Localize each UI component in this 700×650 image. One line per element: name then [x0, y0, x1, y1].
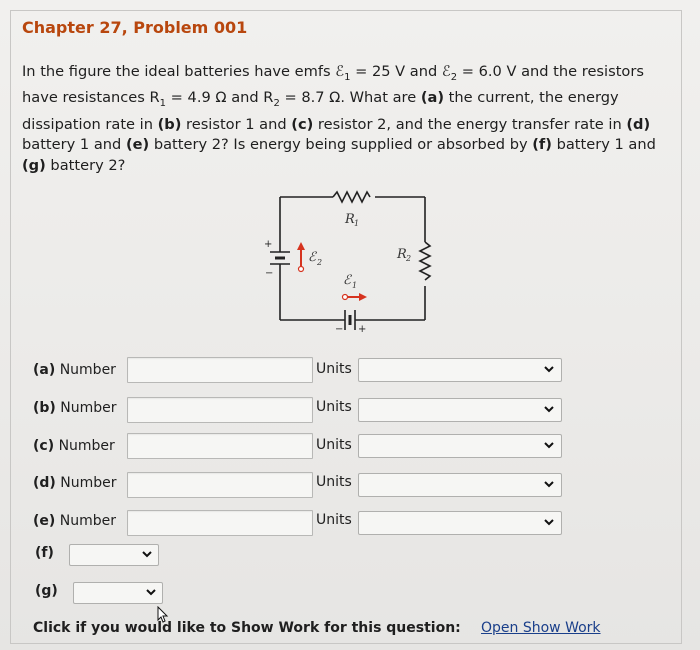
answer-row-d: (d) Number Units [0, 469, 700, 499]
resistor-r1-symbol [333, 192, 370, 202]
number-input-d[interactable] [127, 472, 313, 498]
part-label-e: (e) [33, 513, 56, 529]
battery-1-arrow [343, 293, 368, 301]
battery-2-plus: + [264, 239, 273, 250]
part-label-g: (g) [35, 583, 58, 599]
battery-2-symbol [270, 252, 290, 264]
battery-1-label: ℰ [343, 273, 351, 288]
answer-row-e: (e) Number Units [0, 507, 700, 537]
units-select-b[interactable] [358, 398, 562, 422]
chevron-down-icon [141, 548, 153, 560]
battery-2-sub: 2 [317, 258, 323, 267]
open-show-work-link[interactable]: Open Show Work [481, 620, 601, 636]
part-label-a: (a) [33, 362, 56, 378]
battery-1-symbol [345, 310, 355, 330]
circuit-diagram [255, 180, 455, 340]
units-label-b: Units [316, 399, 352, 415]
chevron-down-icon [543, 403, 555, 415]
number-input-c[interactable] [127, 433, 313, 459]
battery-2-arrow [297, 242, 305, 272]
battery-1-sub: 1 [352, 281, 358, 290]
supplied-absorbed-select-g[interactable] [73, 582, 163, 604]
number-input-a[interactable] [127, 357, 313, 383]
show-work-prompt: Click if you would like to Show Work for this question: [33, 620, 461, 636]
battery-2-label: ℰ [308, 250, 316, 265]
supplied-absorbed-select-f[interactable] [69, 544, 159, 566]
battery-1-minus: − [335, 324, 344, 335]
part-label-d: (d) [33, 475, 56, 491]
chevron-down-icon [145, 586, 157, 598]
question-title: Chapter 27, Problem 001 [22, 18, 248, 37]
units-select-c[interactable] [358, 434, 562, 458]
number-input-e[interactable] [127, 510, 313, 536]
part-label-f: (f) [35, 545, 54, 561]
battery-1-plus: + [358, 324, 367, 335]
units-label-d: Units [316, 474, 352, 490]
resistor-r2-sub: 2 [406, 254, 412, 263]
part-label-b: (b) [33, 400, 56, 416]
units-label-c: Units [316, 437, 352, 453]
battery-2-minus: − [265, 268, 274, 279]
resistor-r1-sub: 1 [354, 219, 360, 228]
units-select-e[interactable] [358, 511, 562, 535]
answer-row-b: (b) Number Units [0, 394, 700, 424]
problem-statement: In the figure the ideal batteries have emfs ℰ$_1$ = 25 V and ℰ$_2$ = 6.0 V and the resistors have resistances $R_1 = 4.9$ Ω and $R_2 = 8.7$ Ω. What are (a) the current, the energy dissipation rate in (b) resistor 1 and (c) resistor 2, and the energy transfer rate in (d) battery 1 and (e) battery 2? Is energy being supplied or absorbed by (f) battery 1 and (g) battery 2? [22, 63, 656, 174]
chevron-down-icon [543, 439, 555, 451]
resistor-r2-label: R [397, 247, 407, 262]
answer-row-a: (a) Number Units [0, 356, 700, 386]
resistor-r2-symbol [420, 242, 430, 280]
resistor-r1-label: R [345, 212, 355, 227]
chevron-down-icon [543, 363, 555, 375]
answer-row-c: (c) Number Units [0, 432, 700, 462]
units-select-d[interactable] [358, 473, 562, 497]
units-select-a[interactable] [358, 358, 562, 382]
chevron-down-icon [543, 478, 555, 490]
chevron-down-icon [543, 516, 555, 528]
part-label-c: (c) [33, 438, 55, 454]
number-input-b[interactable] [127, 397, 313, 423]
units-label-a: Units [316, 361, 352, 377]
units-label-e: Units [316, 512, 352, 528]
